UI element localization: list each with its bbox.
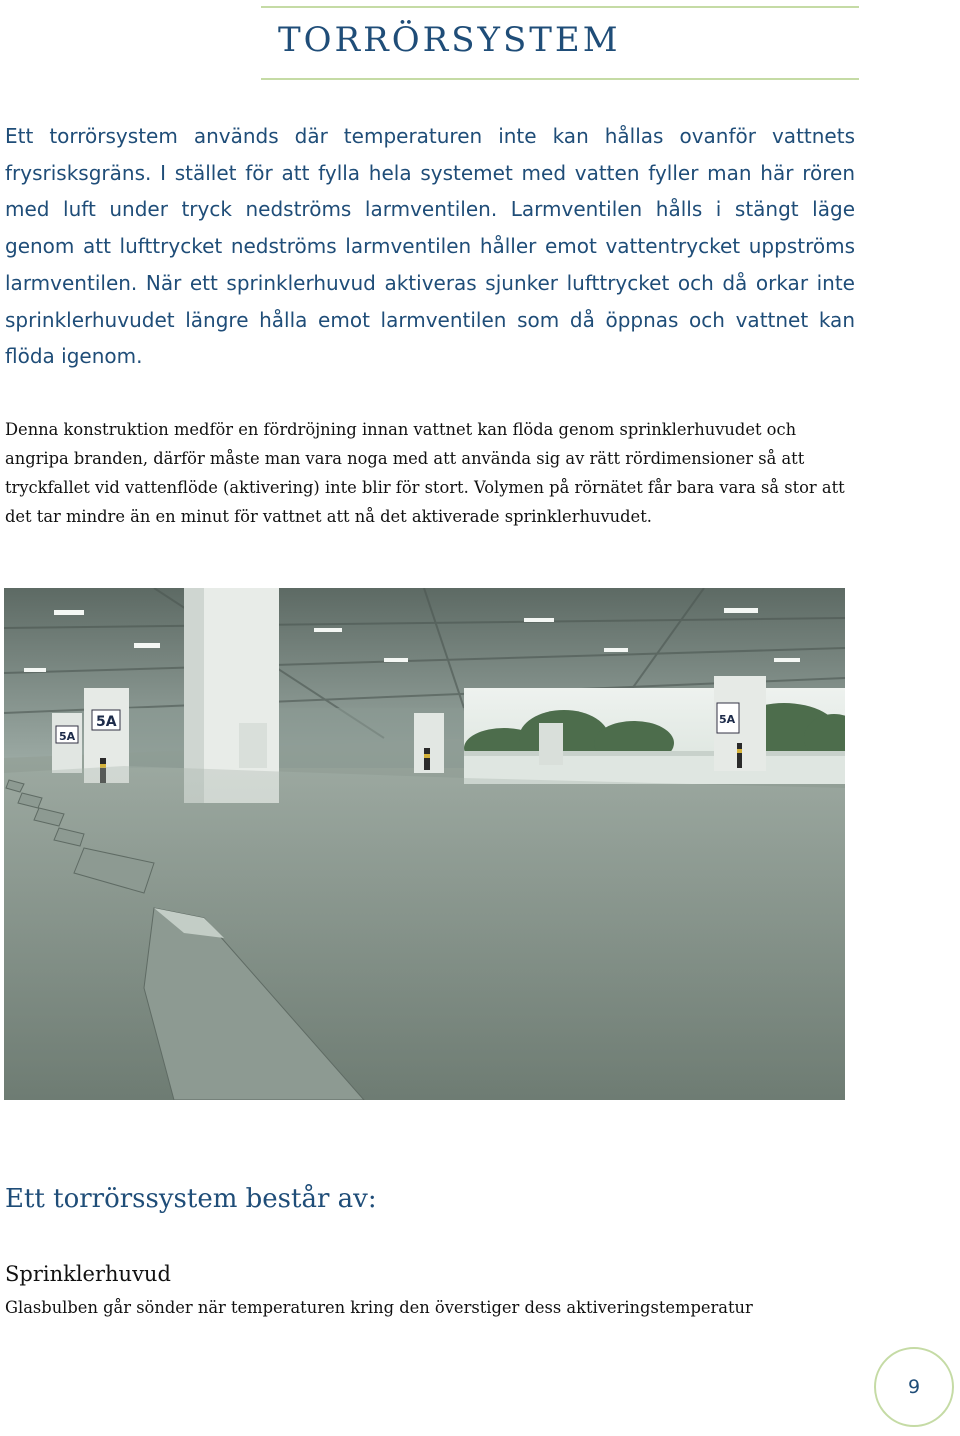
sign-label: 5A [96,714,117,730]
section-heading: Ett torrörssystem består av: [5,1184,377,1214]
body-paragraph: Denna konstruktion medför en fördröjning innan vattnet kan flöda genom sprinklerhuvudet och angripa branden, därför måste man vara noga med att använda sig av rätt rördimensioner så att tryckfallet vid vattenflöde (aktivering) inte blir för stort. Volymen på rörnätet får bara vara så stor att det tar mindre än en minut för vattnet att nå det aktiverade sprinklerhuvudet. [5,420,845,526]
page-title: TORRÖRSYSTEM [278,20,621,60]
header-rule-top [261,6,859,8]
parking-garage-photo [4,588,845,1100]
sign-label: 5A [719,713,736,726]
page-number: 9 [874,1347,954,1427]
sign-label: 5A [59,730,76,743]
intro-paragraph: Ett torrörsystem används där temperaturen inte kan hållas ovanför vattnets frysrisksgräns. I stället för att fylla hela systemet med vatten fyller man här rören med luft under tryck nedströms larmventilen. Larmventilen hålls i stängt läge genom att lufttrycket nedströms larmventilen håller emot vattentrycket uppströms larmventilen. När ett sprinklerhuvud aktiveras sjunker lufttrycket och då orkar inte sprinklerhuvudet längre hålla emot larmventilen som då öppnas och vattnet kan flöda igenom. [5,124,855,369]
subheading-text: Glasbulben går sönder när temperaturen kring den överstiger dess aktiveringstemperatur [5,1298,753,1317]
header-rule-bottom [261,78,859,80]
subheading: Sprinklerhuvud [5,1262,171,1286]
